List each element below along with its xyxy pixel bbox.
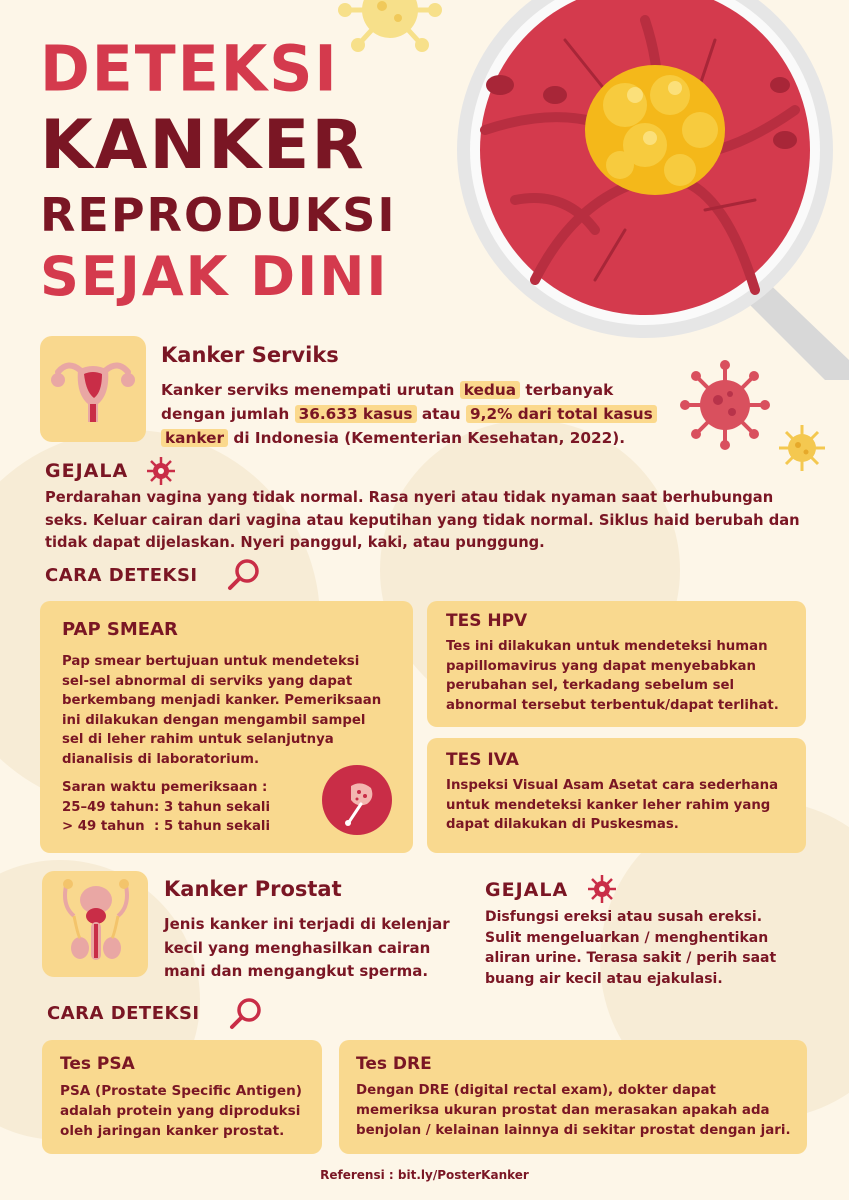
- virus-icon: [330, 0, 450, 70]
- pap-smear-frequency: : 5 tahun sekali: [154, 819, 271, 835]
- iva-line: Inspeksi Visual Asam Asetat cara sederhana: [446, 778, 779, 793]
- psa-line: oleh jaringan kanker prostat.: [60, 1123, 285, 1139]
- iva-line: untuk mendeteksi kanker leher rahim yang: [446, 797, 771, 813]
- hpv-line: Tes ini dilakukan untuk mendeteksi human: [446, 639, 768, 654]
- prostat-intro: [164, 913, 464, 984]
- dre-title: Tes DRE: [356, 1054, 432, 1074]
- title-line-3: REPRODUKSI: [40, 188, 397, 242]
- prostat-line: Jenis kanker ini terjadi di kelenjar: [164, 915, 450, 933]
- hpv-body: [446, 637, 801, 715]
- prostat-line: mani dan mengangkut sperma.: [164, 962, 429, 980]
- serviks-highlight-rank: kedua: [460, 381, 520, 399]
- serviks-deteksi-heading: CARA DETEKSI: [45, 565, 198, 586]
- magnifier-icon: [229, 996, 265, 1030]
- iva-title: TES IVA: [446, 750, 519, 770]
- serviks-gejala-text: [45, 487, 835, 555]
- virus-icon: [680, 360, 770, 450]
- pap-smear-frequency: : 3 tahun sekali: [154, 799, 271, 815]
- cell-icon: [321, 764, 393, 836]
- iva-line: dapat dilakukan di Puskesmas.: [446, 817, 679, 833]
- virus-icon: [586, 873, 618, 905]
- pap-smear-line: Pap smear bertujuan untuk mendeteksi: [62, 654, 360, 669]
- serviks-gejala-line: tidak dapat dijelaskan. Nyeri panggul, kaki, atau punggung.: [45, 534, 545, 551]
- pap-smear-line: ini dilakukan dengan mengambil sampel: [62, 712, 366, 728]
- serviks-highlight-cancer: kanker: [161, 429, 228, 447]
- pap-smear-line: sel di leher rahim untuk selanjutnya: [62, 732, 334, 748]
- title-line-1: DETEKSI: [40, 32, 339, 107]
- pap-smear-age: 25–49 tahun: [62, 799, 155, 815]
- psa-line: adalah protein yang diproduksi: [60, 1103, 301, 1119]
- prostate-icon: [58, 876, 134, 972]
- pap-smear-line: sel-sel abnormal di serviks yang dapat: [62, 673, 353, 689]
- pap-smear-title: PAP SMEAR: [62, 619, 178, 640]
- hpv-line: abnormal tersebut terbentuk/dapat terlihat.: [446, 697, 779, 713]
- serviks-intro-text: dengan jumlah: [161, 405, 290, 423]
- prostat-deteksi-heading: CARA DETEKSI: [47, 1003, 200, 1024]
- psa-title: Tes PSA: [60, 1054, 135, 1074]
- serviks-highlight-percent: 9,2% dari total kasus: [466, 405, 657, 423]
- pap-smear-row: [62, 817, 322, 837]
- title-line-4: SEJAK DINI: [40, 245, 389, 308]
- serviks-gejala-line: seks. Keluar cairan dari vagina atau keputihan yang tidak normal. Siklus haid berubah dan: [45, 511, 800, 529]
- psa-line: PSA (Prostate Specific Antigen): [60, 1083, 302, 1099]
- serviks-intro: [161, 378, 701, 450]
- title-line-2: KANKER: [40, 106, 366, 185]
- prostat-gejala-line: buang air kecil atau ejakulasi.: [485, 970, 723, 987]
- pap-smear-age: > 49 tahun: [62, 819, 145, 835]
- pap-smear-body: [62, 652, 407, 770]
- hpv-line: papillomavirus yang dapat menyebabkan: [446, 658, 756, 674]
- serviks-intro-text: Kanker serviks menempati urutan: [161, 381, 455, 399]
- serviks-gejala-line: Perdarahan vagina yang tidak normal. Rasa nyeri atau tidak nyaman saat berhubungan: [45, 489, 774, 506]
- pap-smear-schedule: [62, 778, 322, 837]
- pap-smear-line: dianalisis di laboratorium.: [62, 751, 260, 767]
- hpv-title: TES HPV: [446, 611, 528, 631]
- prostat-gejala-heading: GEJALA: [485, 879, 569, 901]
- psa-body: [60, 1081, 320, 1141]
- virus-icon: [776, 422, 828, 474]
- pap-smear-line: berkembang menjadi kanker. Pemeriksaan: [62, 693, 382, 709]
- serviks-gejala-heading: GEJALA: [45, 460, 129, 482]
- prostat-gejala-line: Sulit mengeluarkan / menghentikan: [485, 929, 769, 946]
- reference-text: Referensi : bit.ly/PosterKanker: [320, 1168, 529, 1182]
- prostat-gejala-line: Disfungsi ereksi atau susah ereksi.: [485, 909, 763, 925]
- dre-line: memeriksa ukuran prostat dan merasakan apakah ada: [356, 1103, 770, 1118]
- serviks-intro-text: terbanyak: [525, 381, 614, 399]
- magnified-tumor-illustration: [455, 0, 849, 380]
- serviks-highlight-cases: 36.633 kasus: [295, 405, 417, 423]
- serviks-heading: Kanker Serviks: [161, 343, 339, 367]
- serviks-intro-text: di Indonesia (Kementerian Kesehatan, 2022).: [233, 429, 626, 447]
- prostat-gejala-line: aliran urine. Terasa sakit / perih saat: [485, 950, 777, 966]
- pap-smear-saran: Saran waktu pemeriksaan :: [62, 780, 268, 795]
- prostat-gejala-text: [485, 907, 825, 989]
- hpv-line: perubahan sel, terkadang sebelum sel: [446, 678, 735, 694]
- dre-body: [356, 1081, 806, 1141]
- pap-smear-row: [62, 798, 322, 818]
- virus-icon: [145, 455, 177, 487]
- prostat-heading: Kanker Prostat: [164, 877, 342, 901]
- serviks-intro-text: atau: [421, 405, 461, 423]
- iva-body: [446, 776, 801, 835]
- magnifier-icon: [227, 557, 263, 591]
- dre-line: Dengan DRE (digital rectal exam), dokter dapat: [356, 1083, 716, 1098]
- prostat-line: kecil yang menghasilkan cairan: [164, 938, 431, 957]
- uterus-icon: [48, 352, 138, 428]
- dre-line: benjolan / kelainan lainnya di sekitar prostat dengan jari.: [356, 1123, 791, 1138]
